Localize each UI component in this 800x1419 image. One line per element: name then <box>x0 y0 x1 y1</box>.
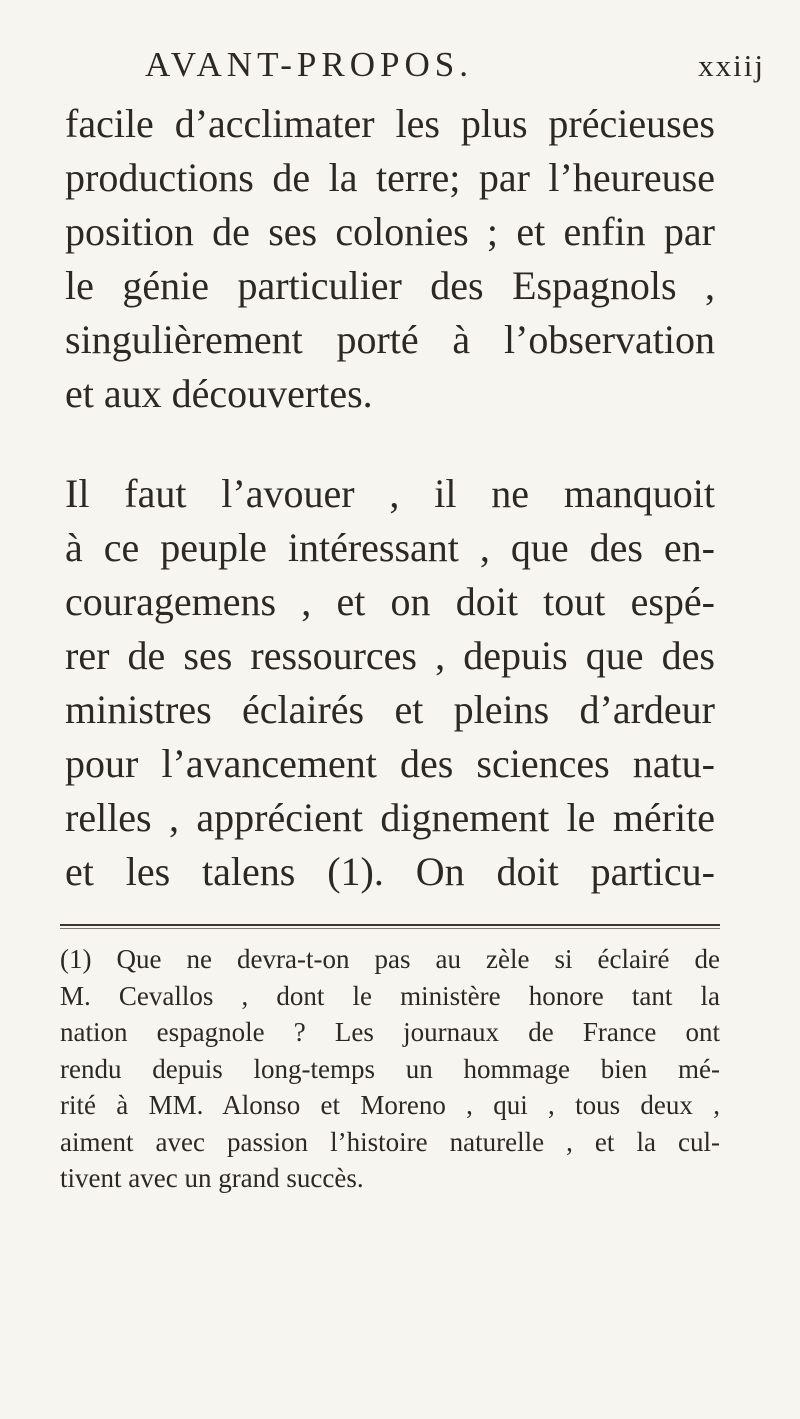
footnote <box>60 941 720 1197</box>
text-line: position de ses colonies ; et enfin par <box>65 209 715 254</box>
footnote-line: nation espagnole ? Les journaux de France ont <box>60 1017 720 1047</box>
body-paragraph-1 <box>65 97 715 421</box>
text-line: productions de la terre; par l’heureuse <box>65 155 715 200</box>
footnote-line: tivent avec un grand succès. <box>60 1163 364 1193</box>
footnote-line: M. Cevallos , dont le ministère honore tant la <box>60 980 720 1011</box>
footnote-separator-rule-thin <box>60 928 720 929</box>
text-line: et les talens (1). On doit particu- <box>65 849 715 894</box>
text-line: Il faut l’avouer , il ne manquoit <box>65 471 715 516</box>
text-line: relles , apprécient dignement le mérite <box>65 795 715 840</box>
text-line: facile d’acclimater les plus précieuses <box>65 101 715 146</box>
running-head-title: AVANT-PROPOS. <box>145 45 473 84</box>
text-line: couragemens , et on doit tout espé- <box>65 579 715 624</box>
footnote-line: aiment avec passion l’histoire naturelle , et la cul- <box>60 1126 720 1157</box>
text-line: singulièrement porté à l’observation <box>65 317 715 362</box>
text-line: le génie particulier des Espagnols , <box>65 263 715 308</box>
text-line: pour l’avancement des sciences natu- <box>65 741 715 786</box>
footnote-line: rité à MM. Alonso et Moreno , qui , tous deux , <box>60 1090 720 1120</box>
running-head <box>145 45 765 85</box>
footnote-line: rendu depuis long-temps un hommage bien mé- <box>60 1053 720 1084</box>
text-line: et aux découvertes. <box>65 371 373 416</box>
text-line: à ce peuple intéressant , que des en- <box>65 525 715 570</box>
footnote-line: (1) Que ne devra-t-on pas au zèle si éclairé de <box>60 944 720 974</box>
page-number: xxiij <box>698 48 765 83</box>
text-line: ministres éclairés et pleins d’ardeur <box>65 687 715 732</box>
text-line: rer de ses ressources , depuis que des <box>65 633 715 678</box>
footnote-separator-rule <box>60 924 720 926</box>
body-paragraph-2 <box>65 467 715 899</box>
